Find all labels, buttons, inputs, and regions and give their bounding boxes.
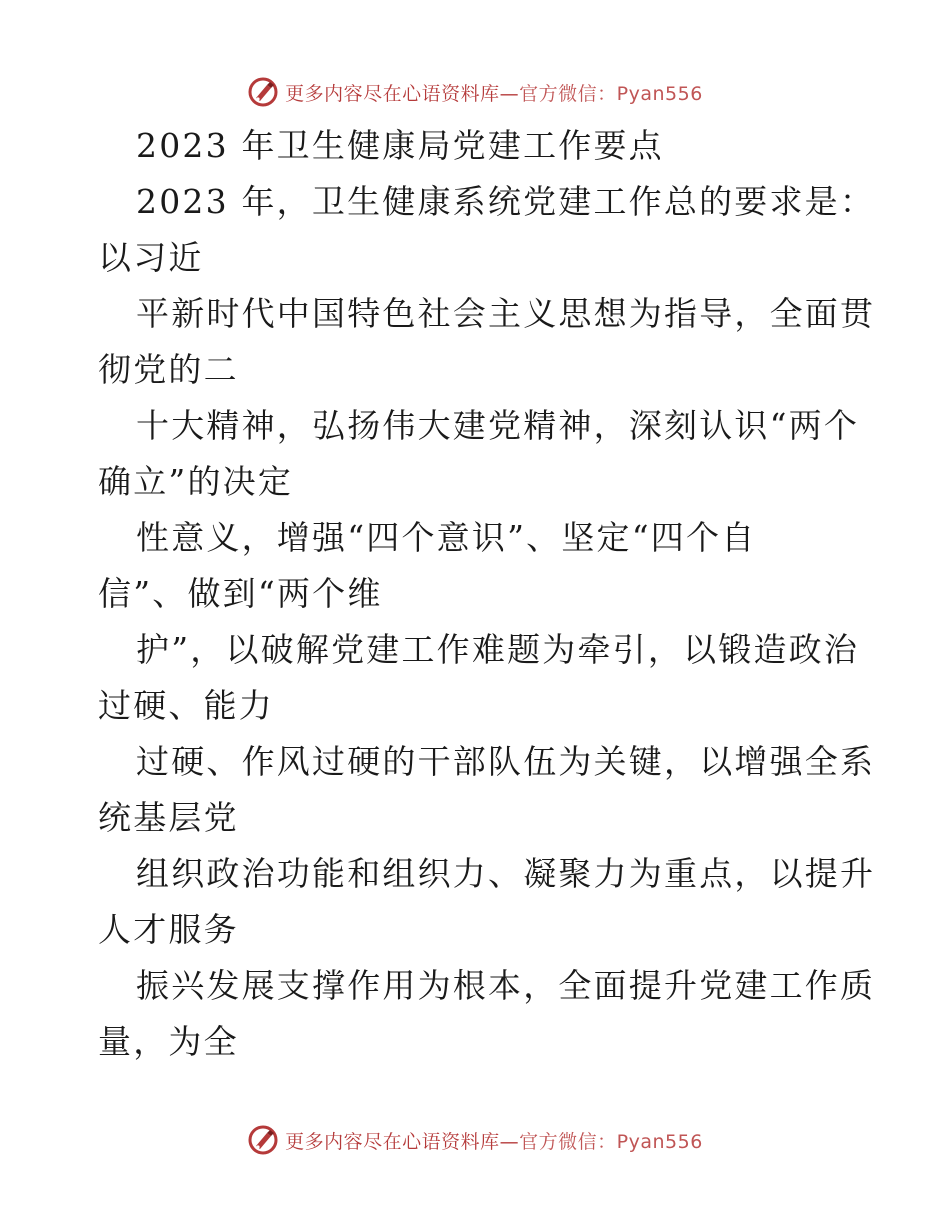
- paragraph-line: 统基层党: [98, 798, 239, 837]
- header-watermark: [0, 70, 950, 114]
- pen-seal-logo-icon: [247, 1124, 279, 1156]
- document-body: [98, 118, 876, 1070]
- paragraph-line: 过硬、能力: [98, 686, 274, 725]
- paragraph-line: 量，为全: [98, 1022, 239, 1061]
- watermark-text: 更多内容尽在心语资料库—官方微信：Pyan556: [285, 82, 703, 105]
- footer-watermark: [0, 1118, 950, 1162]
- paragraph-line: 平新时代中国特色社会主义思想为指导，全面贯: [136, 294, 876, 333]
- paragraph-line: 以习近: [98, 238, 204, 277]
- pen-seal-logo-icon: [247, 76, 279, 108]
- paragraph-line: 护”，以破解党建工作难题为牵引，以锻造政治: [136, 630, 860, 669]
- paragraph-line: 振兴发展支撑作用为根本，全面提升党建工作质: [136, 966, 876, 1005]
- paragraph-line: 人才服务: [98, 910, 239, 949]
- paragraph-line: 过硬、作风过硬的干部队伍为关键，以增强全系: [136, 742, 876, 781]
- paragraph-line: 组织政治功能和组织力、凝聚力为重点，以提升: [136, 854, 876, 893]
- watermark-text: 更多内容尽在心语资料库—官方微信：Pyan556: [285, 1130, 703, 1153]
- paragraph-line: 彻党的二: [98, 350, 239, 389]
- document-title: 2023 年卫生健康局党建工作要点: [136, 126, 664, 165]
- paragraph-line: 性意义，增强“四个意识”、坚定“四个自: [136, 518, 757, 557]
- paragraph-line: 信”、做到“两个维: [98, 574, 383, 613]
- paragraph-line: 十大精神，弘扬伟大建党精神，深刻认识“两个: [136, 406, 860, 445]
- paragraph-line: 2023 年，卫生健康系统党建工作总的要求是：: [136, 182, 876, 221]
- paragraph-line: 确立”的决定: [98, 462, 294, 501]
